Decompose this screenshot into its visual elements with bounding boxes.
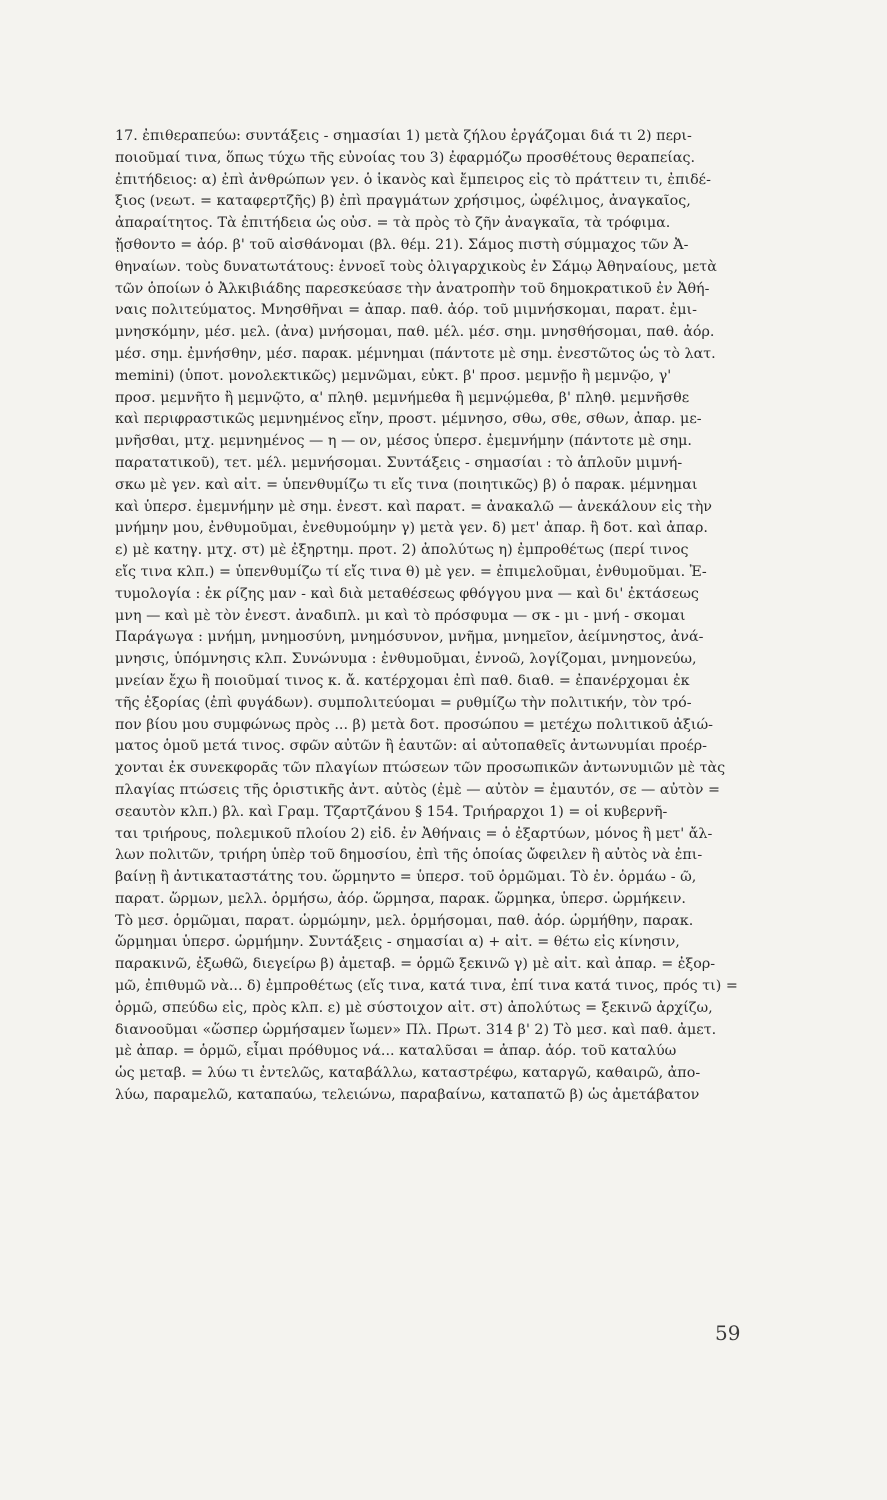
- text-line: Τὸ μεσ. ὁρμῶμαι, παρατ. ὡρμώμην, μελ. ὁρμήσομαι, παθ. ἀόρ. ὡρμήθην, παρακ.: [115, 912, 694, 929]
- text-line: τυμολογία : ἐκ ρίζης μαν - καὶ διὰ μεταθέσεως φθόγγου μνα — καὶ δι' ἐκτάσεως: [115, 585, 699, 602]
- text-line: παρακινῶ, ἐξωθῶ, διεγείρω β) ἀμεταβ. = ὁρμῶ ξεκινῶ γ) μὲ αἰτ. καὶ ἀπαρ. = ἐξορ-: [115, 956, 716, 973]
- text-line: τῶν ὁποίων ὁ Ἀλκιβιάδης παρεσκεύασε τὴν ἀνατροπὴν τοῦ δημοκρατικοῦ ἐν Ἀθή-: [115, 280, 710, 297]
- text-line: λύω, παραμελῶ, καταπαύω, τελειώνω, παραβαίνω, καταπατῶ β) ὡς ἀμετάβατον: [115, 1087, 700, 1104]
- text-line: σκω μὲ γεν. καὶ αἰτ. = ὑπενθυμίζω τι εἴς τινα (ποιητικῶς) β) ὁ παρακ. μέμνημαι: [115, 476, 698, 493]
- text-line: 17. ἐπιθεραπεύω: συντάξεις - σημασίαι 1) μετὰ ζήλου ἐργάζομαι διά τι 2) περι-: [115, 128, 692, 144]
- text-line: ξιος (νεωτ. = καταφερτζῆς) β) ἐπὶ πραγμάτων χρήσιμος, ὠφέλιμος, ἀναγκαῖος,: [115, 193, 691, 210]
- text-line: καὶ ὑπερσ. ἐμεμνήμην μὲ σημ. ἐνεστ. καὶ παρατ. = ἀνακαλῶ — ἀνεκάλουν εἰς τὴν: [115, 498, 712, 515]
- text-line: καὶ περιφραστικῶς μεμνημένος εἴην, προστ. μέμνησο, σθω, σθε, σθων, ἀπαρ. με-: [115, 411, 702, 428]
- text-line: παρατ. ὥρμων, μελλ. ὁρμήσω, ἀόρ. ὥρμησα, παρακ. ὥρμηκα, ὑπερσ. ὡρμήκειν.: [115, 890, 686, 907]
- text-line: μνη — καὶ μὲ τὸν ἐνεστ. ἀναδιπλ. μι καὶ τὸ πρόσφυμα — σκ - μι - μνή - σκομαι: [115, 607, 686, 624]
- text-line: θηναίων. τοὺς δυνατωτάτους: ἐννοεῖ τοὺς ὀλιγαρχικοὺς ἐν Σάμῳ Ἀθηναίους, μετὰ: [115, 258, 717, 275]
- text-line: μνῆσθαι, μτχ. μεμνημένος — η — ον, μέσος ὑπερσ. ἐμεμνήμην (πάντοτε μὲ σημ.: [115, 433, 692, 450]
- text-line: πλαγίας πτώσεις τῆς ὁριστικῆς ἀντ. αὐτὸς (ἐμὲ — αὐτὸν = ἐμαυτόν, σε — αὐτὸν =: [115, 781, 720, 798]
- text-line: μέσ. σημ. ἐμνήσθην, μέσ. παρακ. μέμνημαι (πάντοτε μὲ σημ. ἐνεστῶτος ὡς τὸ λατ.: [115, 345, 716, 362]
- text-line: ναις πολιτεύματος. Μνησθῆναι = ἀπαρ. παθ. ἀόρ. τοῦ μιμνήσκομαι, παρατ. ἐμι-: [115, 302, 697, 319]
- text-line: βαίνῃ ἢ ἀντικαταστάτης του. ὥρμηντο = ὑπερσ. τοῦ ὁρμῶμαι. Τὸ ἐν. ὁρμάω - ῶ,: [115, 869, 697, 886]
- text-line: εἴς τινα κλπ.) = ὑπενθυμίζω τί εἴς τινα θ) μὲ γεν. = ἐπιμελοῦμαι, ἐνθυμοῦμαι. Ἐ-: [115, 563, 707, 580]
- text-line: ἐπιτήδειος: α) ἐπὶ ἀνθρώπων γεν. ὁ ἱκανὸς καὶ ἔμπειρος εἰς τὸ πράττειν τι, ἐπιδέ-: [115, 171, 711, 188]
- text-line: Παράγωγα : μνήμη, μνημοσύνη, μνημόσυνον, μνῆμα, μνημεῖον, ἀείμνηστος, ἀνά-: [115, 629, 704, 646]
- text-line: πον βίου μου συμφώνως πρὸς ... β) μετὰ δοτ. προσώπου = μετέχω πολιτικοῦ ἀξιώ-: [115, 716, 714, 733]
- text-line: μὲ ἀπαρ. = ὁρμῶ, εἶμαι πρόθυμος νά... καταλῦσαι = ἀπαρ. ἀόρ. τοῦ καταλύω: [115, 1043, 677, 1060]
- text-line: memini) (ὑποτ. μονολεκτικῶς) μεμνῶμαι, εὐκτ. β' προσ. μεμνῇο ἢ μεμνῷο, γ': [115, 367, 672, 384]
- text-line: μνησκόμην, μέσ. μελ. (ἀνα) μνήσομαι, παθ. μέλ. μέσ. σημ. μνησθήσομαι, παθ. ἀόρ.: [115, 324, 715, 341]
- text-line: χονται ἐκ συνεκφορᾶς τῶν πλαγίων πτώσεων τῶν προσωπικῶν ἀντωνυμιῶν μὲ τὰς: [115, 760, 726, 777]
- text-line: ἀπαραίτητος. Τὰ ἐπιτήδεια ὡς οὐσ. = τὰ πρὸς τὸ ζῆν ἀναγκαῖα, τὰ τρόφιμα.: [115, 215, 671, 232]
- text-line: προσ. μεμνῆτο ἢ μεμνῷτο, α' πληθ. μεμνήμεθα ἢ μεμνῴμεθα, β' πληθ. μεμνῆσθε: [115, 389, 690, 406]
- text-line: διανοοῦμαι «ὥσπερ ὡρμήσαμεν ἴωμεν» Πλ. Πρωτ. 314 β' 2) Τὸ μεσ. καὶ παθ. ἀμετ.: [115, 1021, 717, 1038]
- text-line: ὥρμημαι ὑπερσ. ὡρμήμην. Συντάξεις - σημασίαι α) + αἰτ. = θέτω εἰς κίνησιν,: [115, 934, 680, 951]
- text-line: ποιοῦμαί τινα, ὅπως τύχω τῆς εὐνοίας του 3) ἐφαρμόζω προσθέτους θεραπείας.: [115, 149, 696, 166]
- text-line: σεαυτὸν κλπ.) βλ. καὶ Γραμ. Τζαρτζάνου § 154. Τριήραρχοι 1) = οἱ κυβερνῆ-: [115, 803, 668, 820]
- text-line: μνείαν ἔχω ἢ ποιοῦμαί τινος κ. ἄ. κατέρχομαι ἐπὶ παθ. διαθ. = ἐπανέρχομαι ἐκ: [115, 672, 690, 689]
- text-line: ᾔσθοντο = ἀόρ. β' τοῦ αἰσθάνομαι (βλ. θέμ. 21). Σάμος πιστὴ σύμμαχος τῶν Ἀ-: [115, 236, 689, 253]
- text-line: ε) μὲ κατηγ. μτχ. στ) μὲ ἐξηρτημ. προτ. 2) ἀπολύτως η) ἐμπροθέτως (περί τινος: [115, 542, 689, 559]
- text-line: λων πολιτῶν, τριήρη ὑπὲρ τοῦ δημοσίου, ἐπὶ τῆς ὁποίας ὤφειλεν ἢ αὐτὸς νὰ ἐπι-: [115, 847, 703, 864]
- text-line: ὡς μεταβ. = λύω τι ἐντελῶς, καταβάλλω, καταστρέφω, καταργῶ, καθαιρῶ, ἀπο-: [115, 1065, 701, 1082]
- text-line: ματος ὁμοῦ μετά τινος. σφῶν αὐτῶν ἢ ἑαυτῶν: αἱ αὐτοπαθεῖς ἀντωνυμίαι προέρ-: [115, 738, 707, 755]
- text-line: μνήμην μου, ἐνθυμοῦμαι, ἐνεθυμούμην γ) μετὰ γεν. δ) μετ' ἀπαρ. ἢ δοτ. καὶ ἀπαρ.: [115, 520, 708, 537]
- text-line: ὁρμῶ, σπεύδω εἰς, πρὸς κλπ. ε) μὲ σύστοιχον αἰτ. στ) ἀπολύτως = ξεκινῶ ἀρχίζω,: [115, 999, 713, 1016]
- text-line: ται τριήρους, πολεμικοῦ πλοίου 2) εἰδ. ἐν Ἀθήναις = ὁ ἐξαρτύων, μόνος ἢ μετ' ἄλ-: [115, 825, 713, 842]
- text-line: τῆς ἐξορίας (ἐπὶ φυγάδων). συμπολιτεύομαι = ρυθμίζω τὴν πολιτικήν, τὸν τρό-: [115, 694, 692, 711]
- text-line: μῶ, ἐπιθυμῶ νὰ... δ) ἐμπροθέτως (εἴς τινα, κατά τινα, ἐπί τινα κατά τινος, πρός τι) =: [115, 978, 738, 995]
- text-line: μνησις, ὑπόμνησις κλπ. Συνώνυμα : ἐνθυμοῦμαι, ἐννοῶ, λογίζομαι, μνημονεύω,: [115, 651, 697, 668]
- text-line: παρατατικοῦ), τετ. μέλ. μεμνήσομαι. Συντάξεις - σημασίαι : τὸ ἁπλοῦν μιμνή-: [115, 454, 683, 471]
- commentary-text: [115, 126, 768, 1107]
- page-number: 59: [715, 1321, 741, 1345]
